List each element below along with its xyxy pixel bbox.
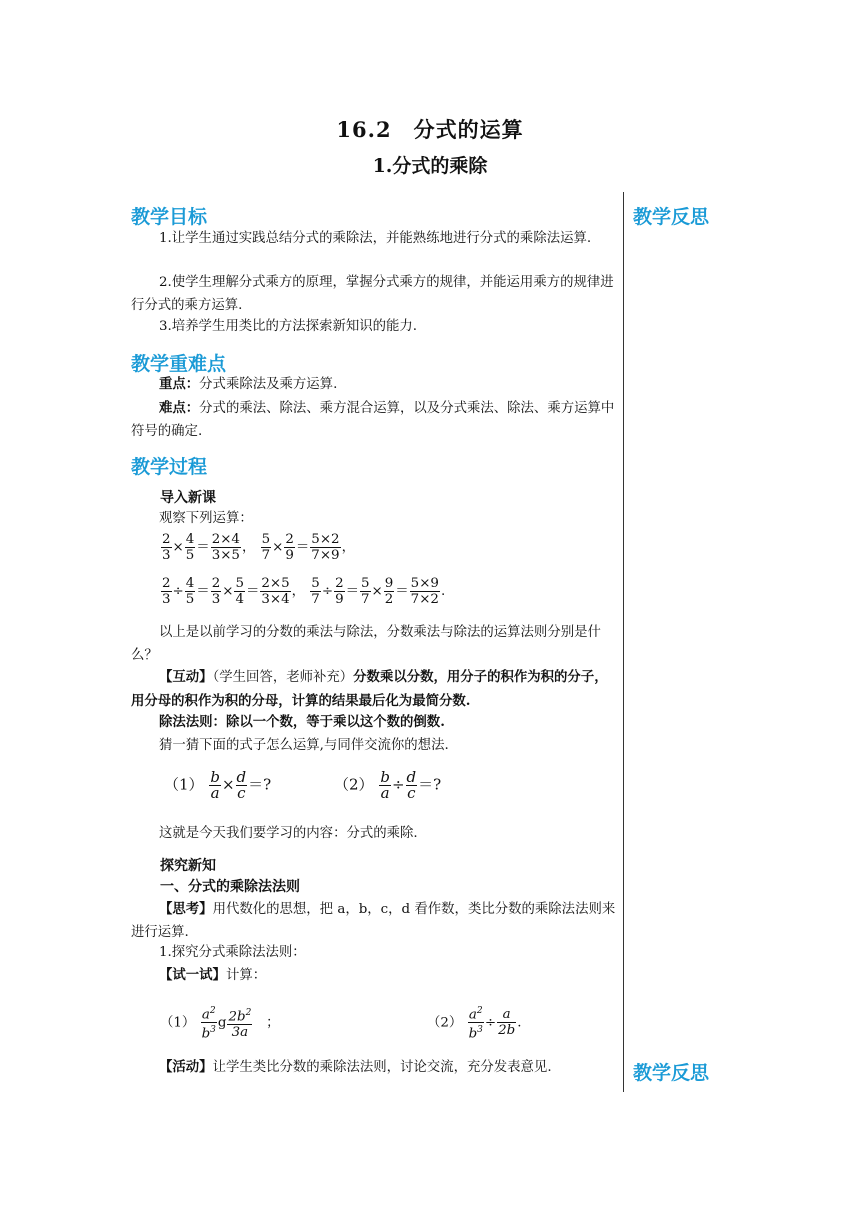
e1-mid: g bbox=[217, 1015, 227, 1031]
key-point bbox=[131, 373, 617, 397]
key-text: 分式乘除法及乘方运算. bbox=[199, 377, 338, 392]
activity-paragraph bbox=[131, 1056, 617, 1080]
question-1: （1） $\frac{b}{a}$ × $\frac{d}{c}$ ＝? bbox=[164, 768, 272, 802]
try-paragraph bbox=[131, 964, 617, 988]
today-text: 这就是今天我们要学习的内容：分式的乘除. bbox=[159, 826, 418, 841]
try-label: 【试一试】 bbox=[159, 967, 226, 983]
question-2: （2） $\frac{b}{a}$ ÷ $\frac{d}{c}$ ＝? bbox=[334, 768, 442, 802]
try-text: 计算： bbox=[225, 968, 267, 983]
q2-label: （2） bbox=[334, 775, 374, 794]
observe-text: 观察下列运算： bbox=[159, 511, 253, 526]
reflection-label-bottom: 教学反思 bbox=[633, 1062, 710, 1084]
goal-1: 1.让学生通过实践总结分式的乘除法，并能熟练地进行分式的乘除法运算. bbox=[159, 231, 592, 246]
difficulty-point bbox=[131, 397, 617, 443]
think-text: 用代数化的思想，把 a，b，c，d 看作数，类比分数的乘除法法则来进行运算. bbox=[131, 902, 616, 940]
goal-2: 2.使学生理解分式乘方的原理，掌握分式乘方的规律，并能运用乘方的规律进行分式的乘方运算. bbox=[131, 275, 614, 313]
section-goals-title: 教学目标 bbox=[131, 206, 208, 228]
activity-text: 让学生类比分数的乘除法法则，讨论交流，充分发表意见. bbox=[212, 1060, 552, 1075]
reflection-label-top: 教学反思 bbox=[633, 206, 710, 228]
key-label: 重点： bbox=[159, 376, 200, 392]
interact-label: 【互动】 bbox=[159, 669, 213, 685]
guess-text: 猜一猜下面的式子怎么运算,与同伴交流你的想法. bbox=[159, 738, 449, 753]
step-1: 1.探究分式乘除法法则： bbox=[159, 945, 306, 960]
section-process-title: 教学过程 bbox=[131, 456, 208, 478]
expression-1: （1） $\frac{a^2}{b^3}$ g $\frac{2b^2}{3a}$ ； bbox=[160, 1006, 280, 1042]
fraction-row-2: $\frac{2}{3}$ ÷ $\frac{4}{5}$ ＝ $\frac{2}{3}$ × $\frac{5}{4}$ ＝ $\frac{2\times 5}{3\times 4}$ ， $\frac{5}{7}$ ÷ $\frac{2}{9}$ ＝ $\frac{5}{7}$ × $\frac{9}{2}$ ＝ $\frac{5\times 9}{7\times 2}$ . bbox=[162, 576, 446, 607]
goal-3: 3.培养学生用类比的方法探索新知识的能力. bbox=[159, 319, 418, 334]
interact-paragraph bbox=[131, 666, 617, 713]
intro-heading: 导入新课 bbox=[160, 490, 216, 506]
expression-2: （2） $\frac{a^2}{b^3}$ ÷ $\frac{a}{2b}$ . bbox=[427, 1006, 522, 1042]
q2-tail: ＝? bbox=[418, 775, 442, 794]
q1-tail: ＝? bbox=[248, 775, 272, 794]
think-paragraph bbox=[131, 898, 617, 944]
e1-tail: ； bbox=[266, 1015, 280, 1031]
e1-label: （1） bbox=[160, 1015, 196, 1031]
activity-label: 【活动】 bbox=[159, 1059, 213, 1075]
q1-label: （1） bbox=[164, 775, 204, 794]
difficulty-label: 难点： bbox=[159, 400, 200, 416]
explore-sub1: 一、分式的乘除法法则 bbox=[160, 879, 300, 895]
page-subtitle: 1.分式的乘除 bbox=[372, 155, 488, 177]
difficulty-text: 分式的乘法、除法、乘方混合运算，以及分式乘法、除法、乘方运算中符号的确定. bbox=[131, 401, 615, 439]
explore-heading: 探究新知 bbox=[160, 858, 216, 874]
page-title: 16.2 分式的运算 bbox=[336, 117, 524, 142]
section-key-title: 教学重难点 bbox=[131, 353, 227, 375]
fraction-row-1: $\frac{2}{3}$ × $\frac{4}{5}$ ＝ $\frac{2\times 4}{3\times 5}$ ， $\frac{5}{7}$ × $\frac{2}{9}$ ＝ $\frac{5\times 2}{7\times 9}$ ， bbox=[162, 532, 355, 563]
e2-label: （2） bbox=[427, 1015, 463, 1031]
think-label: 【思考】 bbox=[159, 901, 213, 917]
division-rule bbox=[131, 711, 617, 735]
question-text: 以上是以前学习的分数的乘法与除法，分数乘法与除法的运算法则分别是什么？ bbox=[131, 625, 601, 663]
interact-rule: 分数乘以分数，用分子的积作为积的分子，用分母的积作为积的分母，计算的结果最后化为最简分数. bbox=[131, 669, 608, 709]
interact-note: （学生回答，老师补充） bbox=[212, 670, 354, 685]
column-divider bbox=[623, 192, 624, 1092]
division-rule-text: 除法法则：除以一个数，等于乘以这个数的倒数. bbox=[159, 714, 445, 730]
